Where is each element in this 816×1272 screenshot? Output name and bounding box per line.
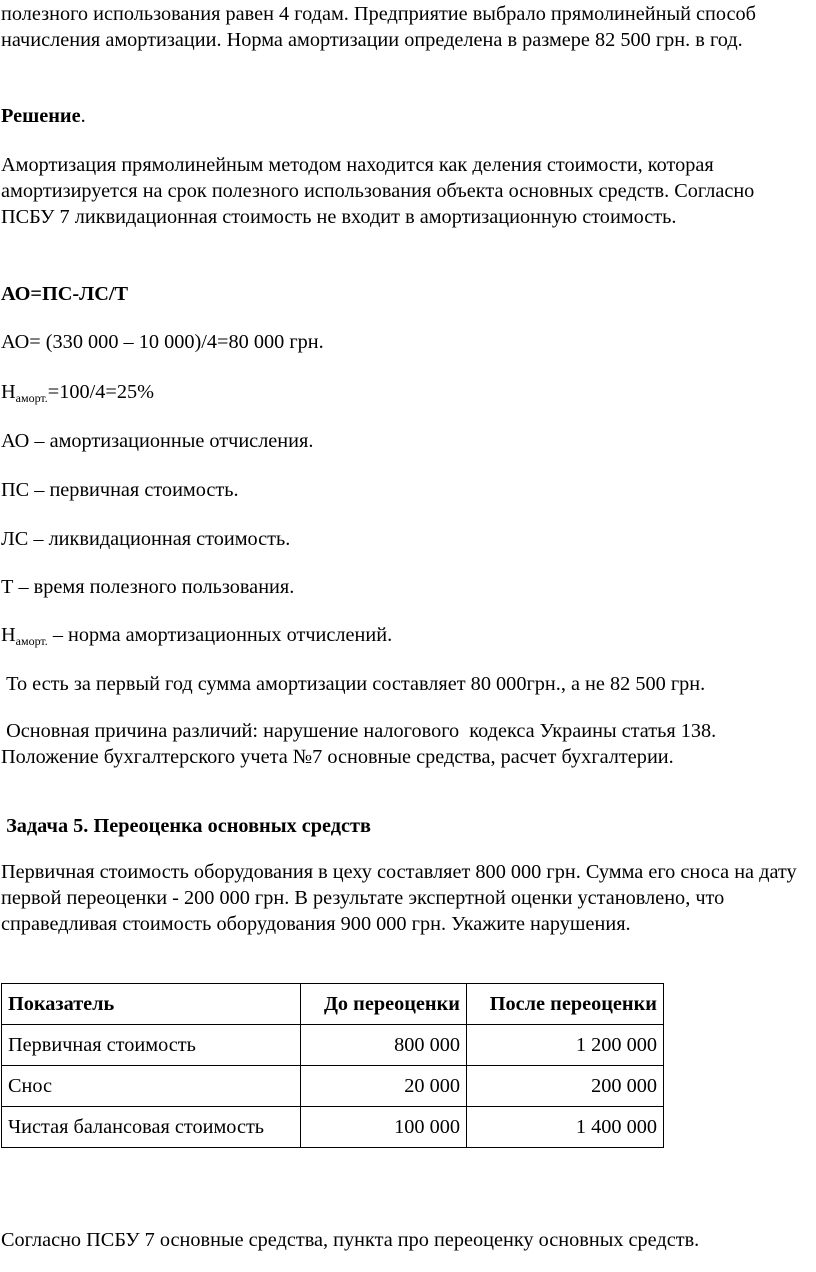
table-cell: Снос bbox=[2, 1066, 301, 1107]
def-norm-prefix: Н bbox=[1, 624, 16, 646]
formula-line: АО=ПС-ЛС/Т bbox=[1, 283, 129, 305]
reason-paragraph: Основная причина различий: нарушение налогового кодекса Украины статья 138. Положение бухгалтерского учета №7 основные средства, расчет бухгалтерии. bbox=[1, 720, 722, 768]
revaluation-table bbox=[1, 983, 664, 1148]
table-cell: 200 000 bbox=[467, 1066, 664, 1107]
table-cell: Первичная стоимость bbox=[2, 1025, 301, 1066]
table-header-row bbox=[2, 984, 664, 1025]
method-paragraph: Амортизация прямолинейным методом находится как деления стоимости, которая амортизируется на срок полезного использования объекта основных средств. Согласно ПСБУ 7 ликвидационная стоимость не входит в амортизационную стоимость. bbox=[1, 154, 755, 228]
table-header-cell: Показатель bbox=[2, 984, 301, 1025]
calc-line: АО= (330 000 – 10 000)/4=80 000 грн. bbox=[1, 331, 324, 353]
conclusion-paragraph: То есть за первый год сумма амортизации составляет 80 000грн., а не 82 500 грн. bbox=[1, 673, 706, 695]
solution-heading bbox=[1, 103, 809, 129]
table-header-cell: До переоценки bbox=[301, 984, 467, 1025]
definition-norm bbox=[1, 622, 809, 648]
norm-subscript: аморт. bbox=[15, 391, 48, 405]
table-row bbox=[2, 1025, 664, 1066]
definition-t: Т – время полезного пользования. bbox=[1, 576, 295, 598]
def-norm-text: – норма амортизационных отчислений. bbox=[47, 624, 393, 646]
norm-prefix: Н bbox=[1, 381, 16, 403]
solution-dot: . bbox=[80, 105, 86, 127]
table-row bbox=[2, 1107, 664, 1148]
table-header-cell: После переоценки bbox=[467, 984, 664, 1025]
definition-ao: АО – амортизационные отчисления. bbox=[1, 430, 314, 452]
table-cell: 1 400 000 bbox=[467, 1107, 664, 1148]
definition-ls: ЛС – ликвидационная стоимость. bbox=[1, 528, 291, 550]
intro-paragraph: полезного использования равен 4 годам. Предприятие выбрало прямолинейный способ начисления амортизации. Норма амортизации определена в размере 82 500 грн. в год. bbox=[1, 3, 756, 51]
solution-label: Решение bbox=[1, 105, 81, 127]
table-cell: 1 200 000 bbox=[467, 1025, 664, 1066]
norm-line bbox=[1, 379, 809, 405]
norm-calc: =100/4=25% bbox=[47, 381, 155, 403]
table-cell: 100 000 bbox=[301, 1107, 467, 1148]
task5-paragraph: Первичная стоимость оборудования в цеху составляет 800 000 грн. Сумма его сноса на дату первой переоценки - 200 000 грн. В результате экспертной оценки установлено, что справедливая стоимость оборудования 900 000 грн. Укажите нарушения. bbox=[1, 861, 797, 935]
def-norm-subscript: аморт. bbox=[15, 634, 48, 648]
table-cell: 800 000 bbox=[301, 1025, 467, 1066]
final-paragraph: Согласно ПСБУ 7 основные средства, пункта про переоценку основных средств. bbox=[1, 1229, 700, 1251]
table-row bbox=[2, 1066, 664, 1107]
definition-ps: ПС – первичная стоимость. bbox=[1, 479, 239, 501]
task5-title: Задача 5. Переоценка основных средств bbox=[1, 815, 371, 837]
table-cell: 20 000 bbox=[301, 1066, 467, 1107]
table-cell: Чистая балансовая стоимость bbox=[2, 1107, 301, 1148]
